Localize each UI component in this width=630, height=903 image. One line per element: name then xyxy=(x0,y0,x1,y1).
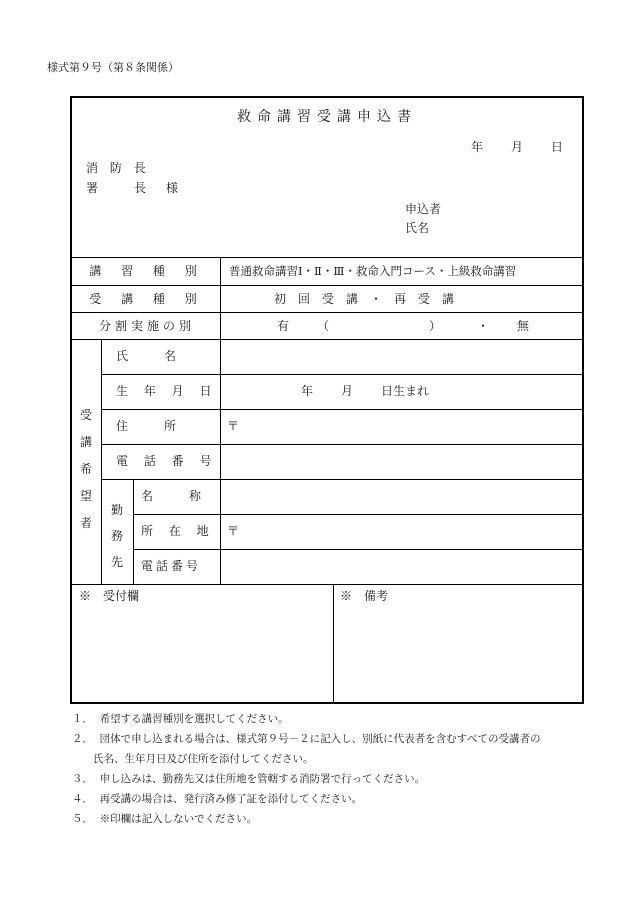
birth-suffix: 日生まれ xyxy=(381,384,430,398)
application-form xyxy=(70,96,584,704)
split-paren-open: （ xyxy=(317,319,330,333)
split-dot: ・ xyxy=(477,319,490,333)
applicant-name-label: 氏名 xyxy=(405,221,430,235)
note-4: ４． 再受講の場合は、発行済み修了証を添付してください。 xyxy=(72,793,363,805)
note-2-cont: 氏名、生年月日及び住所を添付してください。 xyxy=(72,753,314,765)
addressee-fire-chief: 消 防 長 xyxy=(86,161,150,175)
split-no[interactable]: 無 xyxy=(517,319,530,333)
addressee-station-chief: 署 長 様 xyxy=(86,181,183,195)
workplace-location-label: 所 在 地 xyxy=(141,524,215,538)
split-yes[interactable]: 有 xyxy=(277,319,290,333)
workplace-label: 勤務先 xyxy=(110,503,123,569)
date-month: 月 xyxy=(511,140,524,154)
applicant-name-label: 氏 名 xyxy=(116,349,181,363)
address-label: 住 所 xyxy=(116,419,181,433)
course-type-value[interactable]: 普通救命講習Ⅰ・Ⅱ・Ⅲ・救命入門コース・上級救命講習 xyxy=(229,264,517,278)
workplace-postal-mark: 〒 xyxy=(227,524,240,538)
note-3: ３． 申し込みは、勤務先又は住所地を管轄する消防署で行ってください。 xyxy=(72,773,426,785)
address-postal-mark: 〒 xyxy=(227,419,240,433)
note-2: ２． 団体で申し込まれる場合は、様式第９号－２に記入し、別紙に代表者を含むすべての受講者の xyxy=(72,733,541,745)
birth-year-unit: 年 xyxy=(301,384,314,398)
split-paren-close: ） xyxy=(429,319,442,333)
form-number: 様式第９号（第８条関係） xyxy=(47,61,179,74)
remarks-box-label: ※ 備考 xyxy=(340,589,389,603)
attendance-type-label: 受 講 種 別 xyxy=(89,292,205,306)
attendance-type-value[interactable]: 初 回 受 講 ・ 再 受 講 xyxy=(274,292,455,306)
split-label: 分割実施の別 xyxy=(98,319,195,333)
form-title: 救命講習受講申込書 xyxy=(237,109,417,125)
notes xyxy=(72,709,592,829)
applicant-section-label: 受講希望者 xyxy=(79,408,92,530)
phone-label: 電 話 番 号 xyxy=(116,454,218,468)
reception-box-label: ※ 受付欄 xyxy=(79,589,140,603)
birth-month-unit: 月 xyxy=(341,384,354,398)
applicant-label: 申込者 xyxy=(405,202,442,216)
note-5: ５． ※印欄は記入しないでください。 xyxy=(72,813,258,825)
birth-date-label: 生 年 月 日 xyxy=(116,384,218,398)
date-year: 年 xyxy=(471,140,484,154)
workplace-phone-label: 電話番号 xyxy=(141,559,202,573)
note-1: １． 希望する講習種別を選択してください。 xyxy=(72,713,289,725)
course-type-label: 講 習 種 別 xyxy=(89,264,205,278)
date-day: 日 xyxy=(551,140,564,154)
workplace-name-label: 名 称 xyxy=(141,489,206,503)
